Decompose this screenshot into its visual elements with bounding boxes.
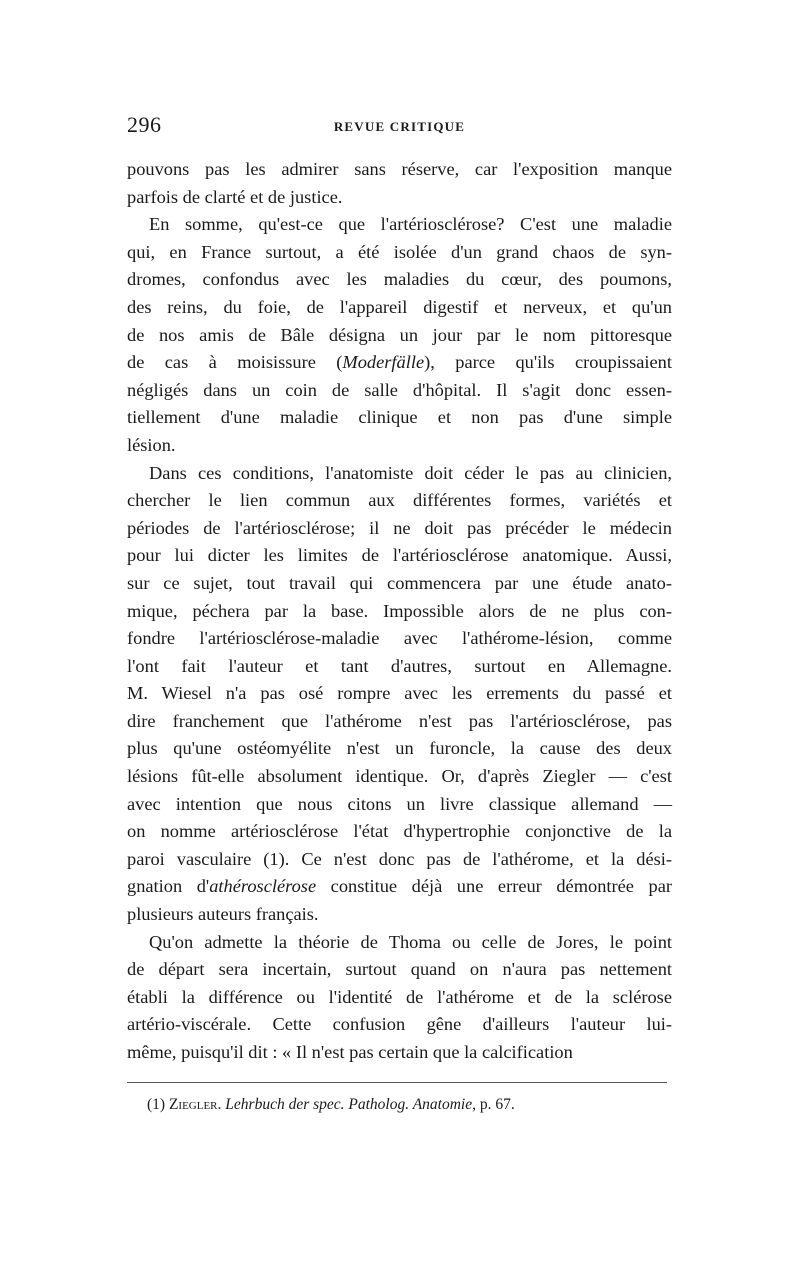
text-line: on nomme artériosclérose l'état d'hypertrophie conjonctive de la xyxy=(127,821,672,842)
text-line: mique, péchera par la base. Impossible alors de ne plus con- xyxy=(127,600,672,621)
paragraph xyxy=(127,211,672,459)
text-line: parfois de clarté et de justice. xyxy=(127,186,343,207)
footnote-page: p. 67. xyxy=(479,1095,515,1113)
text-line: M. Wiesel n'a pas osé rompre avec les errements du passé et xyxy=(127,683,672,704)
text-line: qui, en France surtout, a été isolée d'un grand chaos de syn- xyxy=(127,241,672,262)
text-line: gnation d'athérosclérose constitue déjà une erreur démontrée par xyxy=(127,876,672,897)
text-line: négligés dans un coin de salle d'hôpital. Il s'agit donc essen- xyxy=(127,379,672,400)
text-line: de départ sera incertain, surtout quand on n'aura pas nettement xyxy=(127,959,672,980)
footnote-title: Lehrbuch der spec. Patholog. Anatomie, xyxy=(225,1095,476,1113)
text-line: avec intention que nous citons un livre classique allemand — xyxy=(127,793,672,814)
text-line: périodes de l'artériosclérose; il ne doit pas précéder le médecin xyxy=(127,517,672,538)
page-number: 296 xyxy=(127,112,162,137)
paragraph xyxy=(127,460,672,929)
text-line: l'ont fait l'auteur et tant d'autres, surtout en Allemagne. xyxy=(127,655,672,676)
book-page xyxy=(127,112,672,1115)
paragraph xyxy=(127,929,672,1067)
running-head: REVUE CRITIQUE xyxy=(333,119,466,134)
text-line: sur ce sujet, tout travail qui commencera par une étude anato- xyxy=(127,572,672,593)
text-line: En somme, qu'est-ce que l'artériosclérose? C'est une maladie xyxy=(149,214,672,235)
text-line: de nos amis de Bâle désigna un jour par le nom pittoresque xyxy=(127,324,672,345)
paragraph xyxy=(127,156,672,211)
text-line: chercher le lien commun aux différentes formes, variétés et xyxy=(127,490,672,511)
text-line: pour lui dicter les limites de l'artériosclérose anatomique. Aussi, xyxy=(127,545,672,566)
footnote-author: Ziegler. xyxy=(168,1095,222,1113)
text-line: tiellement d'une maladie clinique et non pas d'une simple xyxy=(127,407,672,428)
text-line: plusieurs auteurs français. xyxy=(127,904,319,925)
text-line: Qu'on admette la théorie de Thoma ou celle de Jores, le point xyxy=(149,931,672,952)
text-line: des reins, du foie, de l'appareil digestif et nerveux, et qu'un xyxy=(127,296,672,317)
text-line: fondre l'artériosclérose-maladie avec l'athérome-lésion, comme xyxy=(127,628,672,649)
text-line: lésions fût-elle absolument identique. Or, d'après Ziegler — c'est xyxy=(127,766,672,787)
page-header xyxy=(127,112,672,142)
footnote-divider xyxy=(127,1082,667,1083)
emphasis: Moderfälle xyxy=(342,352,425,373)
text-line: Dans ces conditions, l'anatomiste doit céder le pas au clinicien, xyxy=(149,462,672,483)
body-text xyxy=(127,156,672,1067)
text-line: dromes, confondus avec les maladies du cœur, des poumons, xyxy=(127,269,672,290)
footnote-marker: (1) xyxy=(147,1095,166,1113)
text-line: pouvons pas les admirer sans réserve, car l'exposition manque xyxy=(127,159,672,179)
text-line: établi la différence ou l'identité de l'athérome et de la sclérose xyxy=(127,986,672,1007)
text-line: artério-viscérale. Cette confusion gêne d'ailleurs l'auteur lui- xyxy=(127,1014,672,1035)
text-line: même, puisqu'il dit : « Il n'est pas certain que la calcification xyxy=(127,1042,573,1062)
text-line: plus qu'une ostéomyélite n'est un furoncle, la cause des deux xyxy=(127,738,672,759)
footnote xyxy=(127,1095,672,1115)
text-line: de cas à moisissure (Moderfälle), parce qu'ils croupissaient xyxy=(127,352,672,373)
emphasis: athérosclérose xyxy=(209,876,317,897)
text-line: dire franchement que l'athérome n'est pas l'artériosclérose, pas xyxy=(127,710,672,731)
text-line: paroi vasculaire (1). Ce n'est donc pas de l'athérome, et la dési- xyxy=(127,848,672,869)
text-line: lésion. xyxy=(127,434,176,455)
